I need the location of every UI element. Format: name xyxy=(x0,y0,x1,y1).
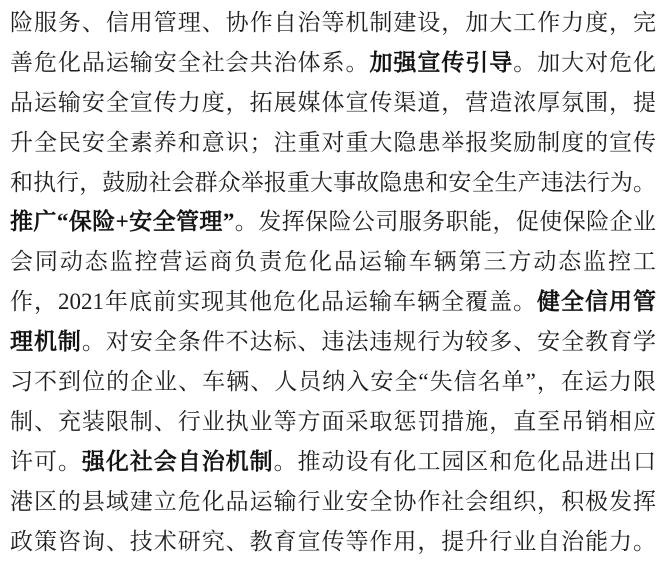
text-run: 。对安全条件不达标、违法违规行为较多、安全教育学 xyxy=(81,329,656,355)
document-text xyxy=(10,3,656,561)
text-line xyxy=(10,442,656,482)
text-line xyxy=(10,322,656,362)
text-line xyxy=(10,362,656,402)
text-run: 和执行，鼓励社会群众举报重大事故隐患和安全生产违法行为。 xyxy=(10,169,656,195)
text-line xyxy=(10,482,656,522)
text-line xyxy=(10,522,656,562)
text-line xyxy=(10,242,656,282)
text-run: 险服务、信用管理、协作自治等机制建设，加大工作力度，完 xyxy=(10,10,656,35)
text-run: 会同动态监控营运商负责危化品运输车辆第三方动态监控工 xyxy=(10,249,656,275)
text-run: 善危化品运输安全社会共治体系。 xyxy=(10,49,370,75)
text-run: 。加大对危化 xyxy=(513,49,656,75)
text-run: 作，2021年底前实现其他危化品运输车辆全覆盖。 xyxy=(10,289,537,315)
bold-heading-run: 推广“保险+安全管理” xyxy=(10,209,235,235)
text-run: 政策咨询、技术研究、教育宣传等作用，提升行业自治能力。 xyxy=(10,528,656,554)
bold-heading-run: 健全信用管 xyxy=(537,289,656,315)
text-line xyxy=(10,163,656,203)
text-run: 习不到位的企业、车辆、人员纳入安全“失信名单”，在运力限 xyxy=(10,369,656,395)
text-line xyxy=(10,402,656,442)
bold-heading-run: 加强宣传引导 xyxy=(369,49,514,75)
text-line xyxy=(10,282,656,322)
text-run: 品运输安全宣传力度，拓展媒体宣传渠道，营造浓厚氛围，提 xyxy=(10,89,656,115)
text-run: 升全民安全素养和意识；注重对重大隐患举报奖励制度的宣传 xyxy=(10,129,656,155)
text-run: 。推动设有化工园区和危化品进出口 xyxy=(273,448,656,474)
text-line xyxy=(10,3,656,43)
text-line xyxy=(10,123,656,163)
text-run: 港区的县域建立危化品运输行业安全协作社会组织，积极发挥 xyxy=(10,488,656,514)
text-line xyxy=(10,83,656,123)
text-run: 制、充装限制、行业执业等方面采取惩罚措施，直至吊销相应 xyxy=(10,408,656,434)
bold-heading-run: 强化社会自治机制 xyxy=(81,448,274,474)
text-run: 。发挥保险公司服务职能，促使保险企业 xyxy=(234,209,656,235)
bold-heading-run: 理机制 xyxy=(10,329,82,355)
text-run: 许可。 xyxy=(10,448,82,474)
text-line xyxy=(10,202,656,242)
text-line xyxy=(10,43,656,83)
